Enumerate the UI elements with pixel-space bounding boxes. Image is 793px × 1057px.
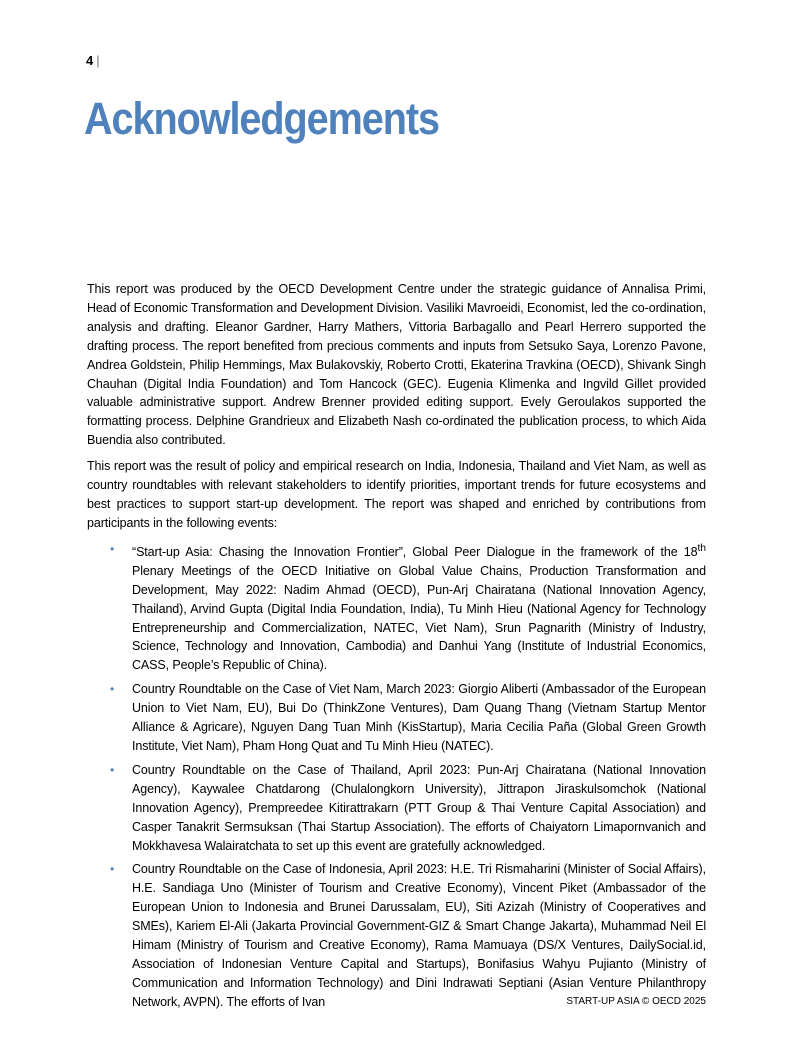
page-number-separator: | bbox=[96, 53, 100, 68]
event-text: Country Roundtable on the Case of Indonesia, April 2023: H.E. Tri Rismaharini (Minister of Social Affairs), H.E. Sandiaga Uno (Minister of Tourism and Creative Economy), Vincent Piket (Ambassador of the European Union to Indonesia and Brunei Darussalam, EU), Siti Azizah (Ministry of Cooperatives and SMEs), Kariem El-Ali (Jakarta Provincial Government-GIZ & Smart Change Jakarta), Muhammad Neil El Himam (Ministry of Tourism and Creative Economy), Rama Mamuaya (DS/X Ventures, DailySocial.id, Association of Indonesian Venture Capital and Startups), Bonifasius Wahyu Pujianto (Ministry of Communication and Information Technology) and Dini Indrawati Septiani (Asian Venture Philanthropy Network, AVPN). The efforts of Ivan bbox=[132, 862, 706, 1009]
paragraph-research: This report was the result of policy and empirical research on India, Indonesia, Thailand and Viet Nam, as well as country roundtables with relevant stakeholders to identify priorities, important trends for future ecosystems and best practices to support start-up development. The report was shaped and enriched by contributions from participants in the following events: bbox=[87, 459, 706, 530]
bullet-icon: • bbox=[110, 682, 115, 697]
paragraph-intro: This report was produced by the OECD Development Centre under the strategic guidance of Annalisa Primi, Head of Economic Transformation and Development Division. Vasiliki Mavroeidi, Economist, led the co-ordination, analysis and drafting. Eleanor Gardner, Harry Mathers, Vittoria Barbagallo and Pearl Herrero supported the drafting process. The report benefited from precious comments and inputs from Setsuko Saya, Lorenzo Pavone, Andrea Goldstein, Philip Hemmings, Max Bulakovskiy, Roberto Crotti, Ekaterina Travkina (OECD), Shivank Singh Chauhan (Digital India Foundation) and Tom Hancock (GEC). Eugenia Klimenka and Ingvild Gillet provided valuable administrative support. Andrew Brenner provided editing support. Evely Geroulakos supported the formatting process. Delphine Grandrieux and Elizabeth Nash co-ordinated the publication process, to which Aida Buendia also contributed. bbox=[87, 282, 706, 448]
bullet-icon: • bbox=[110, 541, 115, 556]
bullet-icon: • bbox=[110, 862, 115, 877]
list-item bbox=[87, 761, 706, 856]
main-content bbox=[87, 280, 706, 1017]
list-item bbox=[87, 680, 706, 756]
event-text-start: “Start-up Asia: Chasing the Innovation Frontier”, Global Peer Dialogue in the framework of the 18 bbox=[132, 544, 698, 559]
page-number-value: 4 bbox=[86, 53, 94, 68]
event-text-end: Plenary Meetings of the OECD Initiative on Global Value Chains, Production Transformation and Development, May 2022: Nadim Ahmad (OECD), Pun-Arj Chairatana (National Innovation Agency, Thailand), Arvind Gupta (Digital India Foundation, India), Tu Minh Hieu (National Agency for Technology Entrepreneurship and Commercialization, NATEC, Viet Nam), Srun Pagnarith (Ministry of Industry, Science, Technology and Innovation, Cambodia) and Danhui Yang (Institute of Industrial Economics, CASS, People’s Republic of China). bbox=[132, 563, 706, 673]
list-item bbox=[87, 860, 706, 1011]
page-title: Acknowledgements bbox=[84, 93, 439, 144]
bullet-icon: • bbox=[110, 762, 115, 777]
page-number bbox=[86, 53, 100, 69]
list-item bbox=[87, 540, 706, 676]
events-list bbox=[87, 540, 706, 1012]
event-text: Country Roundtable on the Case of Viet Nam, March 2023: Giorgio Aliberti (Ambassador of the European Union to Viet Nam, EU), Bui Do (ThinkZone Ventures), Dam Quang Thang (Vietnam Startup Mentor Alliance & Agricare), Nguyen Dang Tuan Minh (KisStartup), Maria Cecilia Paña (Global Green Growth Institute, Viet Nam), Pham Hong Quat and Tu Minh Hieu (NATEC). bbox=[132, 682, 706, 753]
event-superscript: th bbox=[697, 542, 706, 554]
event-text: Country Roundtable on the Case of Thailand, April 2023: Pun-Arj Chairatana (National Innovation Agency), Kaywalee Chatdarong (Chulalongkorn University), Jittrapon Jiraskulsomchok (National Innovation Agency), Prempreedee Kitirattrakarn (PTT Group & Thai Venture Capital Association) and Casper Tanakrit Sermsuksan (Thai Startup Association). The efforts of Chaiyatorn Limapornvanich and Mokkhavesa Walairatchata to set up this event are gratefully acknowledged. bbox=[132, 762, 706, 853]
page-footer: START-UP ASIA © OECD 2025 bbox=[566, 996, 706, 1007]
